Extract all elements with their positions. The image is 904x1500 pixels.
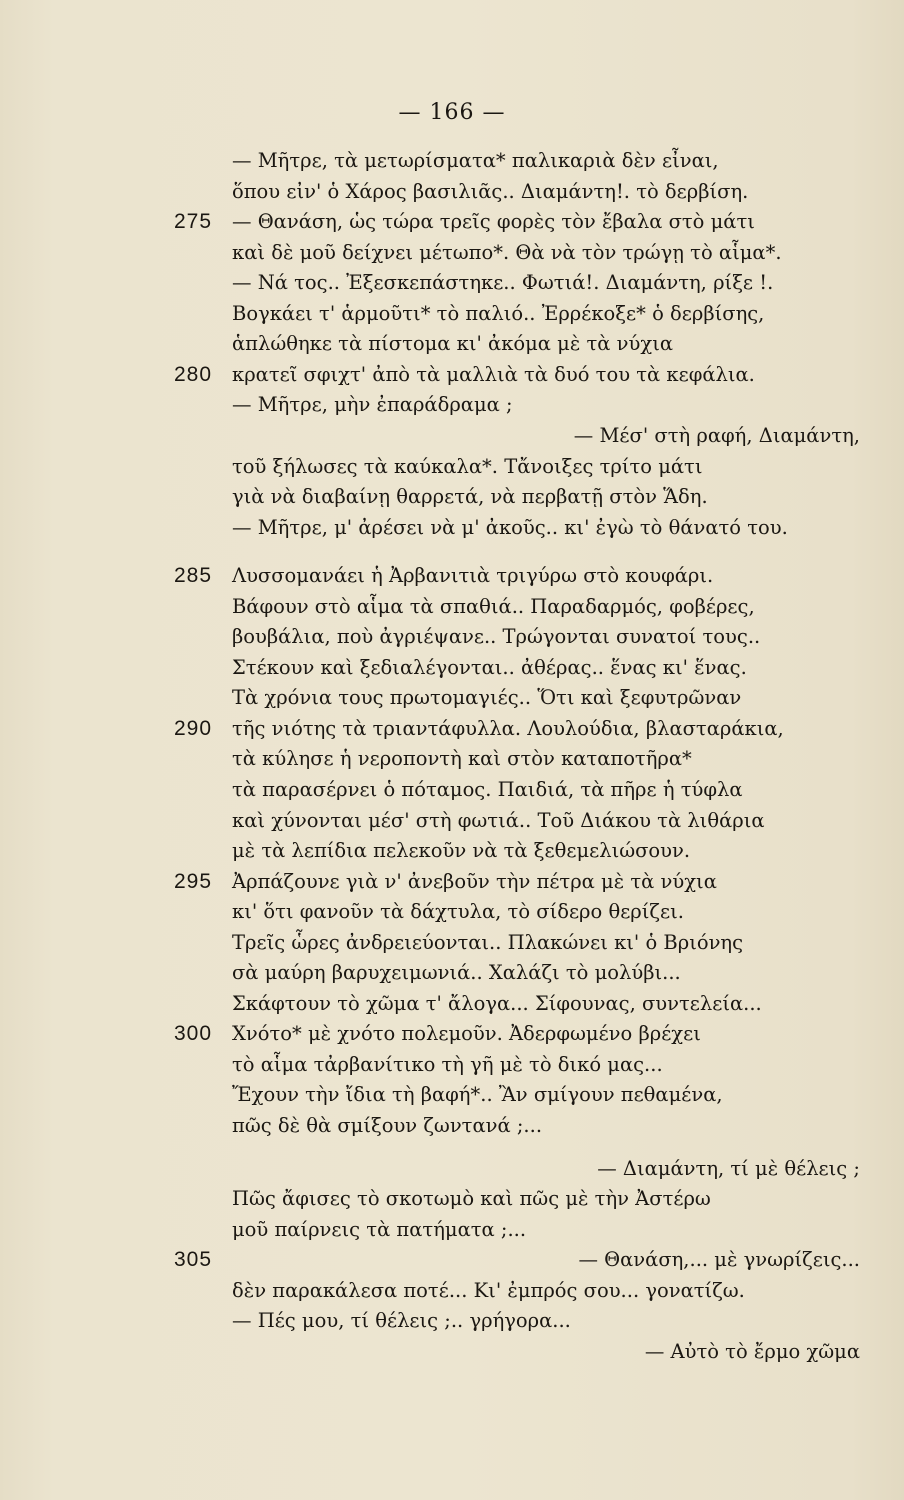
verse-line: [0, 180, 904, 211]
verse-line: [0, 1248, 904, 1279]
verse-text: — Πές μου, τί θέλεις ;.. γρήγορα...: [232, 1309, 571, 1332]
verse-line: [0, 656, 904, 687]
verse-line: [0, 1083, 904, 1114]
verse-text: — Μῆτρε, μὴν ἐπαράδραμα ;: [232, 393, 513, 416]
verse-line: [0, 1279, 904, 1310]
verse-text: Βογκάει τ' ἁρμοῦτι* τὸ παλιό.. Ἐρρέκοξε* ὁ δερβίσης,: [232, 302, 765, 325]
line-number: 305: [174, 1248, 213, 1271]
verse-text: τῆς νιότης τὰ τριαντάφυλλα. Λουλούδια, βλασταράκια,: [232, 717, 784, 740]
verse-line: [0, 1157, 904, 1188]
verse-text: γιὰ νὰ διαβαίνῃ θαρρετά, νὰ περβατῇ στὸν Ἅδη.: [232, 485, 708, 508]
verse-line: [0, 717, 904, 748]
verse-text: — Μῆτρε, μ' ἀρέσει νὰ μ' ἀκοῦς.. κι' ἐγὼ τὸ θάνατό του.: [232, 516, 788, 539]
verse-text: Σκάφτουν τὸ χῶμα τ' ἄλογα... Σίφουνας, συντελεία...: [232, 992, 762, 1015]
verse-line: [0, 332, 904, 363]
verse-text: — Θανάση,... μὲ γνωρίζεις...: [578, 1248, 860, 1271]
line-number: 285: [174, 564, 213, 587]
line-number: 290: [174, 717, 213, 740]
verse-line: [0, 1340, 904, 1371]
verse-line: [0, 241, 904, 272]
verse-line: [0, 271, 904, 302]
verse-line: [0, 424, 904, 455]
verse-text: κι' ὅτι φανοῦν τὰ δάχτυλα, τὸ σίδερο θερίζει.: [232, 900, 684, 923]
verse-line: [0, 302, 904, 333]
verse-text: δὲν παρακάλεσα ποτέ... Κι' ἐμπρός σου... γονατίζω.: [232, 1279, 745, 1302]
verse-line: [0, 516, 904, 547]
verse-text: Στέκουν καὶ ξεδιαλέγονται.. ἀθέρας.. ἕνας κι' ἕνας.: [232, 656, 747, 679]
verse-line: [0, 1218, 904, 1249]
verse-text: ὅπου εἰν' ὁ Χάρος βασιλιᾶς.. Διαμάντη!. τὸ δερβίση.: [232, 180, 749, 203]
verse-text: Βάφουν στὸ αἷμα τὰ σπαθιά.. Παραδαρμός, φοβέρες,: [232, 595, 755, 618]
verse-text: Ἀρπάζουνε γιὰ ν' ἀνεβοῦν τὴν πέτρα μὲ τὰ νύχια: [232, 870, 717, 893]
line-number: 295: [174, 870, 213, 893]
verse-line: [0, 485, 904, 516]
verse-text: τὸ αἷμα τἀρβανίτικο τὴ γῆ μὲ τὸ δικό μας...: [232, 1053, 663, 1076]
verse-line: [0, 1309, 904, 1340]
verse-text: Λυσσομανάει ἡ Ἀρβανιτιὰ τριγύρω στὸ κουφάρι.: [232, 564, 714, 587]
verse-line: [0, 870, 904, 901]
verse-text: πῶς δὲ θὰ σμίξουν ζωντανά ;...: [232, 1114, 543, 1137]
verse-text: καὶ δὲ μοῦ δείχνει μέτωπο*. Θὰ νὰ τὸν τρώγῃ τὸ αἷμα*.: [232, 241, 782, 264]
verse-text: — Νά τος.. Ἐξεσκεπάστηκε.. Φωτιά!. Διαμάντη, ρίξε !.: [232, 271, 774, 294]
verse-line: [0, 809, 904, 840]
verse-line: [0, 455, 904, 486]
verse-line: [0, 363, 904, 394]
verse-line: [0, 992, 904, 1023]
verse-line: [0, 1053, 904, 1084]
verse-line: [0, 625, 904, 656]
verse-text: τὰ παρασέρνει ὁ πόταμος. Παιδιά, τὰ πῆρε ἡ τύφλα: [232, 778, 743, 801]
verse-text: — Μῆτρε, τὰ μετωρίσματα* παλικαριὰ δὲν εἶναι,: [232, 149, 719, 172]
verse-line: [0, 900, 904, 931]
page-number: — 166 —: [398, 100, 506, 125]
verse-text: τοῦ ξήλωσες τὰ καύκαλα*. Τἄνοιξες τρίτο μάτι: [232, 455, 703, 478]
verse-text: — Διαμάντη, τί μὲ θέλεις ;: [597, 1157, 860, 1180]
verse-text: σὰ μαύρη βαρυχειμωνιά.. Χαλάζι τὸ μολύβι...: [232, 961, 681, 984]
verse-text: Τὰ χρόνια τους πρωτομαγιές.. Ὅτι καὶ ξεφυτρῶναν: [232, 686, 742, 709]
verse-text: Ἔχουν τὴν ἴδια τὴ βαφή*.. Ἂν σμίγουν πεθαμένα,: [232, 1083, 723, 1106]
verse-text: καὶ χύνονται μέσ' στὴ φωτιά.. Τοῦ Διάκου τὰ λιθάρια: [232, 809, 765, 832]
verse-text: — Μέσ' στὴ ραφή, Διαμάντη,: [573, 424, 860, 447]
verse-text: ἁπλώθηκε τὰ πίστομα κι' ἀκόμα μὲ τὰ νύχια: [232, 332, 674, 355]
verse-text: — Αὐτὸ τὸ ἔρμο χῶμα: [644, 1340, 860, 1363]
verse-line: [0, 839, 904, 870]
verse-text: μὲ τὰ λεπίδια πελεκοῦν νὰ τὰ ξεθεμελιώσουν.: [232, 839, 691, 862]
verse-line: [0, 149, 904, 180]
verse-line: [0, 1022, 904, 1053]
verse-text: Τρεῖς ὧρες ἀνδρειεύονται.. Πλακώνει κι' ὁ Βριόνης: [232, 931, 744, 954]
verse-line: [0, 210, 904, 241]
verse-text: — Θανάση, ὡς τώρα τρεῖς φορὲς τὸν ἔβαλα στὸ μάτι: [232, 210, 755, 233]
verse-line: [0, 747, 904, 778]
line-number: 280: [174, 363, 213, 386]
verse-line: [0, 931, 904, 962]
line-number: 300: [174, 1022, 213, 1045]
verse-text: μοῦ παίρνεις τὰ πατήματα ;...: [232, 1218, 527, 1241]
verse-line: [0, 778, 904, 809]
verse-line: [0, 595, 904, 626]
verse-text: Πῶς ἄφισες τὸ σκοτωμὸ καὶ πῶς μὲ τὴν Ἀστέρω: [232, 1187, 711, 1210]
verse-line: [0, 686, 904, 717]
verse-line: [0, 961, 904, 992]
verse-line: [0, 393, 904, 424]
verse-text: κρατεῖ σφιχτ' ἀπὸ τὰ μαλλιὰ τὰ δυό του τὰ κεφάλια.: [232, 363, 755, 386]
verse-line: [0, 1114, 904, 1145]
verse-text: βουβάλια, ποὺ ἀγριέψανε.. Τρώγονται συνατοί τους..: [232, 625, 761, 648]
verse-text: Χνότο* μὲ χνότο πολεμοῦν. Ἀδερφωμένο βρέχει: [232, 1022, 701, 1045]
line-number: 275: [174, 210, 213, 233]
verse-line: [0, 1187, 904, 1218]
verse-line: [0, 564, 904, 595]
verse-text: τὰ κύλησε ἡ νεροποντὴ καὶ στὸν καταποτῆρα*: [232, 747, 692, 770]
